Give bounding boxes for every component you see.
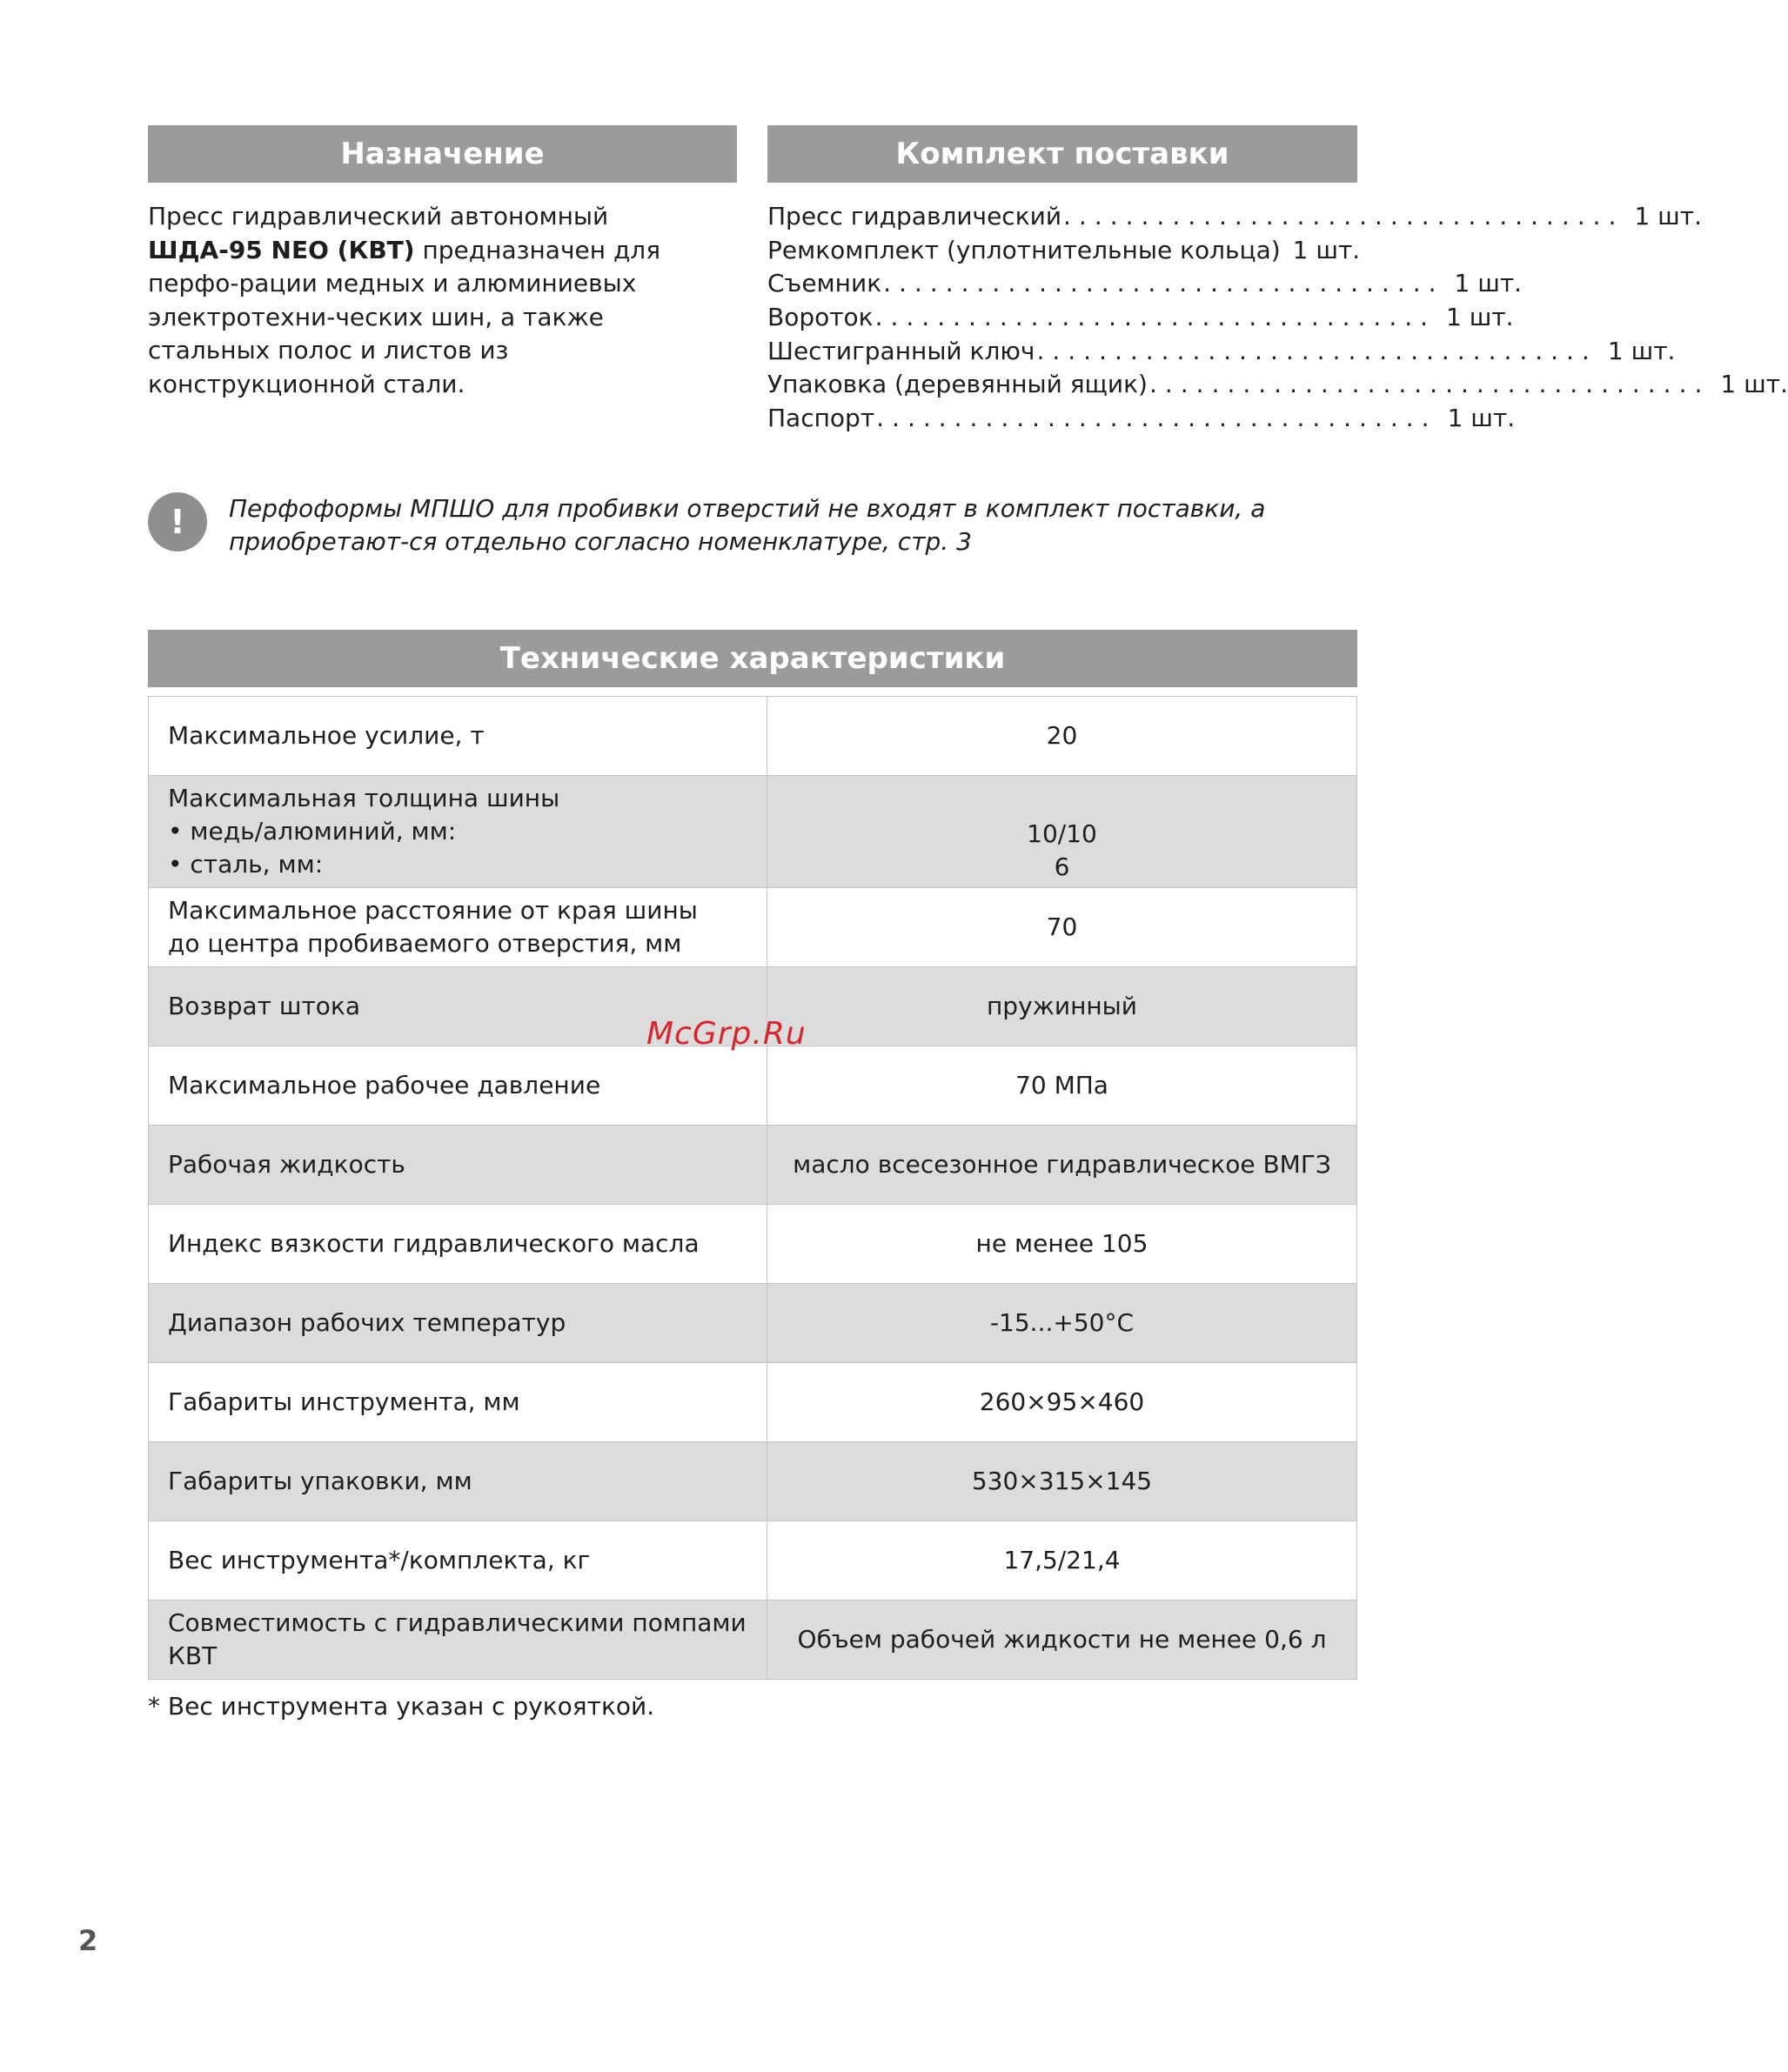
spec-value <box>767 776 1357 888</box>
leader-dots: .................................... <box>1063 202 1624 231</box>
kit-item <box>767 335 1676 369</box>
kit-item-qty: 1 шт. <box>1720 370 1788 399</box>
spec-param-line: • медь/алюминий, мм: <box>168 817 457 846</box>
spec-value: 17,5/21,4 <box>767 1521 1357 1601</box>
kit-item-qty: 1 шт. <box>1446 303 1514 332</box>
model-name: ШДА-95 NEO (КВТ) <box>148 235 415 264</box>
exclamation-icon: ! <box>148 492 207 551</box>
purpose-text <box>148 200 731 401</box>
kit-item-qty: 1 шт. <box>1447 404 1516 433</box>
spec-value: 70 <box>767 888 1357 967</box>
spec-param <box>149 776 767 888</box>
leader-dots: .................................... <box>1148 370 1711 399</box>
spec-param: Вес инструмента*/комплекта, кг <box>149 1521 767 1601</box>
spec-param: Габариты инструмента, мм <box>149 1363 767 1442</box>
spec-value-line: 10/10 <box>1027 819 1097 848</box>
spec-value: 70 МПа <box>767 1046 1357 1126</box>
spec-param: Максимальное рабочее давление <box>149 1046 767 1126</box>
table-row <box>149 1442 1357 1521</box>
spec-param: Индекс вязкости гидравлического масла <box>149 1205 767 1284</box>
table-row <box>149 1046 1357 1126</box>
spec-param: Габариты упаковки, мм <box>149 1442 767 1521</box>
spec-param: Диапазон рабочих температур <box>149 1284 767 1363</box>
spec-param: Рабочая жидкость <box>149 1126 767 1205</box>
kit-item-name: Паспорт <box>767 404 875 433</box>
kit-item <box>767 301 1514 335</box>
spec-value: пружинный <box>767 967 1357 1046</box>
spec-param: Максимальное усилие, т <box>149 697 767 776</box>
table-row <box>149 1284 1357 1363</box>
leader-dots: .................................... <box>883 269 1444 298</box>
kit-item-name: Ремкомплект (уплотнительные кольца) <box>767 235 1281 264</box>
leader-dots: .................................... <box>874 303 1436 332</box>
spec-param-line: • сталь, мм: <box>168 850 324 879</box>
purpose-intro: Пресс гидравлический автономный <box>148 202 609 231</box>
spec-value: 20 <box>767 697 1357 776</box>
kit-item-name: Шестигранный ключ <box>767 336 1035 365</box>
spec-value: Объем рабочей жидкости не менее 0,6 л <box>767 1601 1357 1680</box>
watermark: McGrp.Ru <box>646 1016 807 1052</box>
spec-param-line: Максимальное расстояние от края шины <box>168 896 698 925</box>
spec-param: Возврат штока <box>149 967 767 1046</box>
purpose-description: предназначен для перфо-рации медных и алюминиевых электротехни-ческих шин, а также стальных полос и листов из конструкционной стали. <box>148 235 661 398</box>
kit-item <box>767 267 1523 301</box>
kit-item <box>767 234 1361 268</box>
leader-dots: .................................... <box>876 404 1437 433</box>
spec-value-line: 6 <box>1054 852 1070 881</box>
note-text: Перфоформы МПШО для пробивки отверстий не входят в комплект поставки, а приобретают-ся отдельно согласно номенклатуре, стр. 3 <box>229 494 1266 556</box>
spec-param-line: Максимальная толщина шины <box>168 784 560 812</box>
spec-param <box>149 888 767 967</box>
table-row <box>149 1363 1357 1442</box>
kit-item-name: Съемник <box>767 269 882 298</box>
spec-value: 260×95×460 <box>767 1363 1357 1442</box>
kit-item <box>767 200 1702 234</box>
spec-value: масло всесезонное гидравлическое ВМГЗ <box>767 1126 1357 1205</box>
kit-item <box>767 368 1788 402</box>
kit-item-name: Вороток <box>767 303 874 332</box>
kit-item <box>767 402 1516 436</box>
kit-header: Комплект поставки <box>767 125 1357 183</box>
specs-header: Технические характеристики <box>148 630 1357 687</box>
page-number: 2 <box>78 1924 98 1957</box>
kit-list <box>767 200 1788 436</box>
spec-param: Совместимость с гидравлическими помпами КВТ <box>149 1601 767 1680</box>
specs-table <box>148 696 1357 1680</box>
spec-value: -15...+50°С <box>767 1284 1357 1363</box>
footnote: * Вес инструмента указан с рукояткой. <box>148 1692 655 1721</box>
table-row <box>149 1521 1357 1601</box>
purpose-header: Назначение <box>148 125 737 183</box>
table-row <box>149 888 1357 967</box>
spec-param-line: до центра пробиваемого отверстия, мм <box>168 929 682 958</box>
leader-dots: .................................... <box>1036 336 1597 365</box>
table-row <box>149 1126 1357 1205</box>
table-row <box>149 1601 1357 1680</box>
kit-item-qty: 1 шт. <box>1634 202 1702 231</box>
kit-item-qty: 1 шт. <box>1607 336 1676 365</box>
table-row <box>149 1205 1357 1284</box>
kit-item-qty: 1 шт. <box>1292 235 1361 264</box>
kit-item-name: Пресс гидравлический <box>767 202 1062 231</box>
kit-item-qty: 1 шт. <box>1454 269 1523 298</box>
spec-value: не менее 105 <box>767 1205 1357 1284</box>
table-row <box>149 776 1357 888</box>
table-row <box>149 697 1357 776</box>
spec-value: 530×315×145 <box>767 1442 1357 1521</box>
kit-item-name: Упаковка (деревянный ящик) <box>767 370 1148 399</box>
